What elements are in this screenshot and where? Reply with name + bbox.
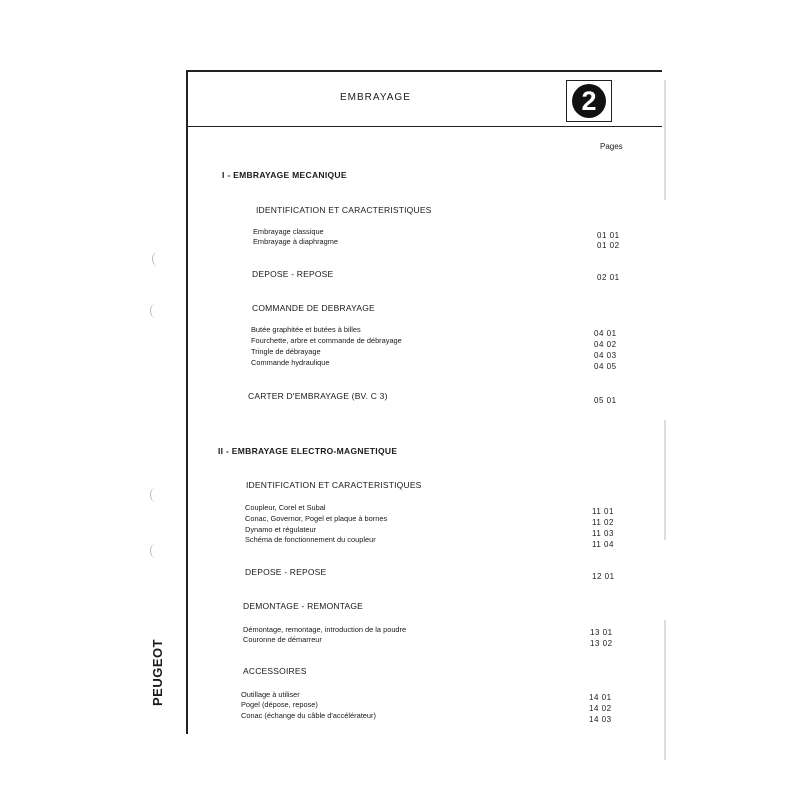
toc-item-label: Fourchette, arbre et commande de débrayage — [251, 336, 402, 345]
toc-item-page: 11 02 — [592, 518, 614, 527]
section-title: II - EMBRAYAGE ELECTRO-MAGNETIQUE — [218, 446, 398, 456]
toc-item-page: 01 01 — [597, 231, 620, 240]
toc-item-page: 04 05 — [594, 362, 617, 371]
page-title: EMBRAYAGE — [340, 92, 411, 103]
toc-item-page: 02 01 — [597, 273, 620, 282]
toc-item-page: 14 02 — [589, 704, 612, 713]
toc-item-page: 04 01 — [594, 329, 617, 338]
toc-item-label: Conac (échange du câble d'accélérateur) — [241, 711, 376, 720]
toc-item-page: 01 02 — [597, 241, 620, 250]
chapter-number: 2 — [572, 84, 606, 118]
group-heading: DEPOSE - REPOSE — [252, 269, 334, 279]
toc-item-page: 11 01 — [592, 507, 614, 516]
toc-item-label: Embrayage classique — [253, 227, 324, 236]
toc-item-page: 11 04 — [592, 540, 614, 549]
toc-item-page: 04 03 — [594, 351, 617, 360]
toc-item-label: Outillage à utiliser — [241, 690, 300, 699]
punch-hole-mark — [150, 488, 161, 502]
group-heading: IDENTIFICATION ET CARACTERISTIQUES — [256, 205, 432, 215]
toc-item-page: 14 01 — [589, 693, 612, 702]
group-heading: DEMONTAGE - REMONTAGE — [243, 601, 364, 611]
toc-item-label: Schéma de fonctionnement du coupleur — [245, 535, 376, 544]
group-heading: CARTER D'EMBRAYAGE (BV. C 3) — [248, 391, 388, 401]
section-title: I - EMBRAYAGE MECANIQUE — [222, 170, 347, 180]
toc-item-label: Pogel (dépose, repose) — [241, 700, 318, 709]
toc-item-page: 13 01 — [590, 628, 613, 637]
group-heading: IDENTIFICATION ET CARACTERISTIQUES — [246, 480, 422, 490]
toc-item-page: 13 02 — [590, 639, 613, 648]
group-heading: DEPOSE - REPOSE — [245, 567, 327, 577]
toc-item-label: Couronne de démarreur — [243, 635, 322, 644]
toc-item-label: Tringle de débrayage — [251, 347, 321, 356]
group-heading: COMMANDE DE DEBRAYAGE — [252, 303, 375, 313]
toc-item-label: Coupleur, Corel et Subal — [245, 503, 326, 512]
toc-item-label: Dynamo et régulateur — [245, 525, 317, 534]
toc-item-label: Embrayage à diaphragme — [253, 237, 339, 246]
pages-column-label: Pages — [600, 142, 623, 151]
toc-item-page: 12 01 — [592, 572, 615, 581]
toc-item-page: 14 03 — [589, 715, 612, 724]
toc-item-page: 05 01 — [594, 396, 617, 405]
punch-hole-mark — [150, 304, 161, 318]
brand-logo-text: PEUGEOT — [150, 638, 165, 706]
group-heading: ACCESSOIRES — [243, 666, 307, 676]
toc-item-label: Butée graphitée et butées à billes — [251, 325, 361, 334]
chapter-badge — [566, 80, 612, 122]
punch-hole-mark — [150, 544, 161, 558]
toc-item-label: Commande hydraulique — [251, 358, 330, 367]
toc-item-page: 04 02 — [594, 340, 617, 349]
toc-item-page: 11 03 — [592, 529, 614, 538]
toc-item-label: Conac, Governor, Pogel et plaque à bornes — [245, 514, 388, 523]
scan-edge-mark — [664, 80, 666, 200]
scan-edge-mark — [664, 420, 666, 540]
toc-item-label: Démontage, remontage, introduction de la poudre — [243, 625, 407, 634]
scan-edge-mark — [664, 620, 666, 760]
header-divider — [186, 126, 662, 127]
punch-hole-mark — [152, 252, 163, 266]
